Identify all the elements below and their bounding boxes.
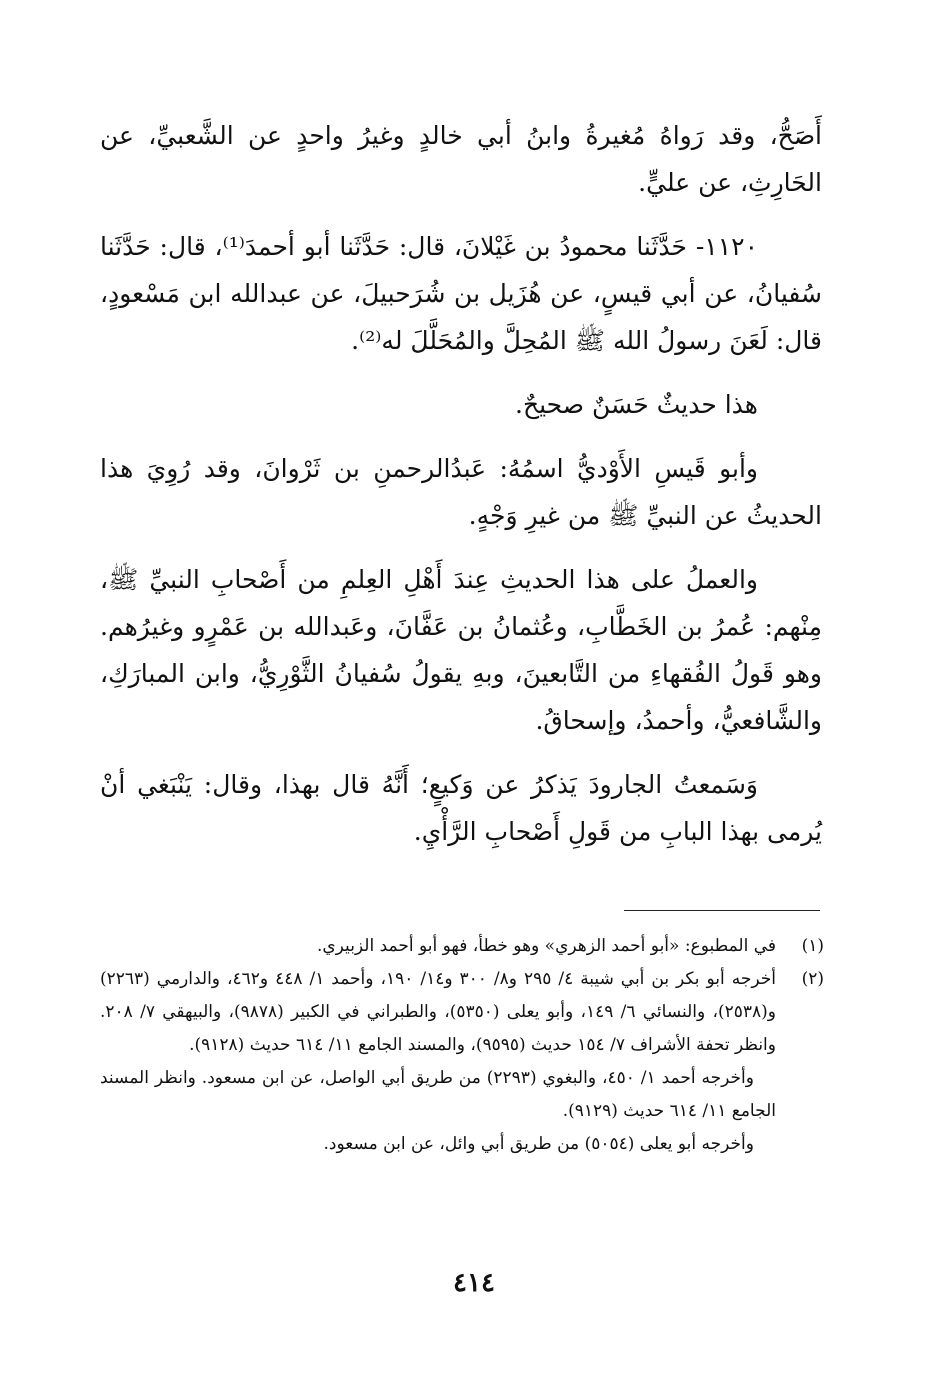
hadith-1120: ١١٢٠- حَدَّثَنا محمودُ بن غَيْلانَ، قال: حَدَّثَنا أبو أحمدَ⁽¹⁾، قال: حَدَّثَنا سُفيانُ، عن أبي قيسٍ، عن هُزَيل بن شُرَحبيلَ، عن عبدالله ابن مَسْعودٍ، قال: لَعَنَ رسولُ الله ﷺ المُحِلَّ والمُحَلَّلَ له⁽²⁾. — [100, 232, 822, 355]
footnote-number: (٢) — [801, 969, 824, 989]
scholars-practice: والعملُ على هذا الحديثِ عِندَ أَهْلِ العِلمِ من أَصْحابِ النبيِّ ﷺ، مِنْهم: عُمرُ بن الخَطَّابِ، وعُثمانُ بن عَفَّانَ، وعَبدالله بن عَمْرٍو وغيرُهم. وهو قَولُ الفُقهاءِ من التَّابعينَ، وبهِ يقولُ سُفيانُ الثَّوْرِيُّ، وابن المبارَكِ، والشَّافعيُّ، وأحمدُ، وإسحاقُ. — [100, 565, 822, 735]
footnote-text: في المطبوع: «أبو أحمد الزهري» وهو خطأ، فهو أبو أحمد الزبيري. — [316, 936, 776, 956]
paragraph-continuation: أَصَحُّ، وقد رَواهُ مُغيرةُ وابنُ أبي خالدٍ وغيرُ واحدٍ عن الشَّعبيِّ، عن الحَارِثِ، عن عليٍّ. — [100, 121, 822, 197]
footnote-text: أخرجه أبو بكر بن أبي شيبة ٤/ ٢٩٥ و٨/ ٣٠٠ و١٤/ ١٩٠، وأحمد ١/ ٤٤٨ و٤٦٢، والدارمي (٢٢٦٣) و(٢٥٣٨)، والنسائي ٦/ ١٤٩، وأبو يعلى (٥٣٥٠)، والطبراني في الكبير (٩٨٧٨)، والبيهقي ٧/ ٢٠٨. وانظر تحفة الأشراف ٧/ ١٥٤ حديث (٩٥٩٥)، والمسند الجامع ١١/ ٦١٤ حديث (٩١٢٨). — [100, 969, 776, 1055]
page-number: ٤١٤ — [453, 1268, 495, 1298]
footnote-2 — [100, 963, 824, 1161]
narrator-note: وأبو قَيسِ الأَوْديُّ اسمُهُ: عَبدُالرحمنِ بن ثَرْوانَ، وقد رُوِيَ هذا الحديثُ عن النبيِّ ﷺ من غيرِ وَجْهٍ. — [100, 454, 822, 530]
footnote-divider — [624, 910, 820, 911]
grading-statement: هذا حديثٌ حَسَنٌ صحيحٌ. — [515, 390, 758, 419]
footnote-1 — [100, 930, 824, 963]
footnote-body — [100, 963, 776, 1161]
footnote-number: (١) — [801, 936, 824, 956]
footnote-body — [100, 930, 776, 963]
footnotes — [100, 930, 824, 1161]
main-text — [100, 112, 822, 872]
footnote-text: وأخرجه أحمد ١/ ٤٥٠، والبغوي (٢٢٩٣) من طريق أبي الواصل، عن ابن مسعود. وانظر المسند الجامع ١١/ ٦١٤ حديث (٩١٢٩). — [100, 1068, 776, 1121]
jarud-waki-report: وَسَمعتُ الجارودَ يَذكرُ عن وَكيعٍ؛ أَنَّهُ قال بهذا، وقال: يَنْبَغي أنْ يُرمى بهذا البابِ من قَولِ أَصْحابِ الرَّأْيِ. — [100, 770, 822, 846]
footnote-text: وأخرجه أبو يعلى (٥٠٥٤) من طريق أبي وائل، عن ابن مسعود. — [323, 1134, 754, 1154]
